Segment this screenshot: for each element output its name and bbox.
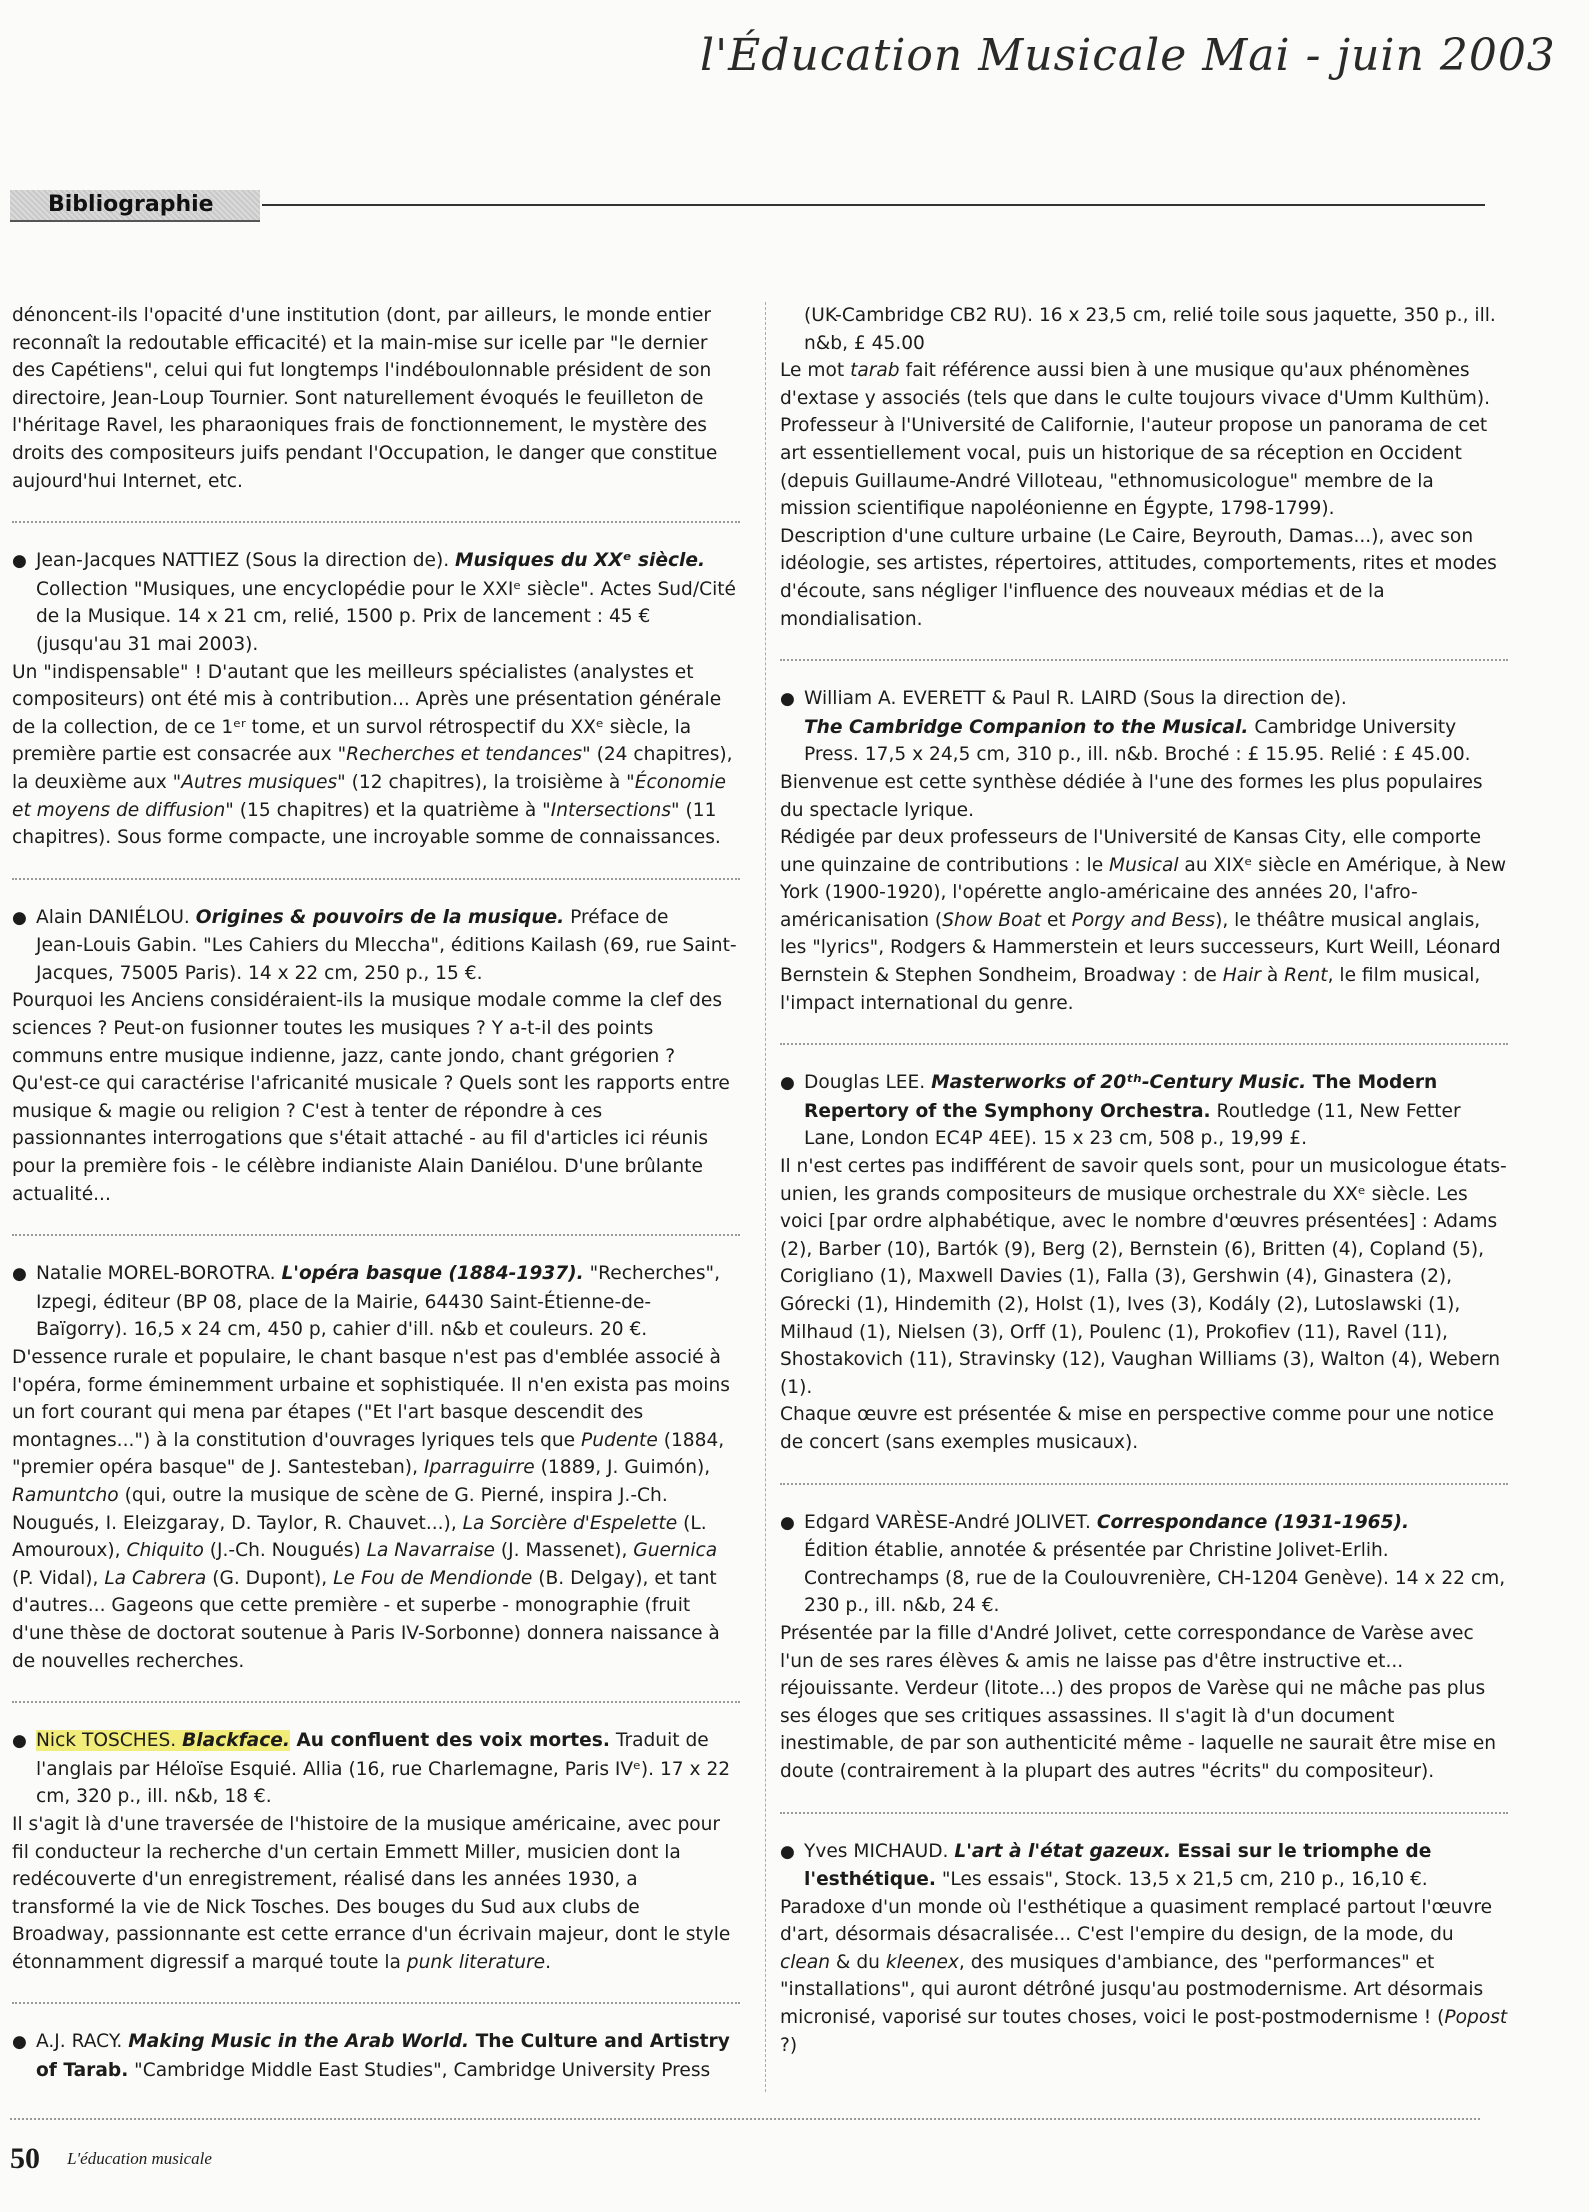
entry-heading [12, 1727, 740, 1756]
entry-body: Présentée par la fille d'André Jolivet, cette correspondance de Varèse avec l'un de ses rares élèves & amis ne laisse pas d'être instructive et... réjouissante. Verdeur (litote...) des propos de Varèse qui ne mâche pas plus ses éloges que ses critiques assassines. Il s'agit là d'un document inestimable, de par son authenticité même - laquelle ne saurait être mise en doute (contrairement à la plupart des autres "écrits" du compositeur). [780, 1622, 1497, 1782]
entry-body: Chaque œuvre est présentée & mise en perspective comme pour une notice de concert (sans exemples musicaux). [780, 1404, 1494, 1453]
entry-body: Le mot tarab fait référence aussi bien à une musique qu'aux phénomènes d'extase y associés (tels que dans le culte toujours vivace d'Umm Kulthüm). Professeur à l'Université de Californie, l'auteur propose un panorama de cet art essentiellement vocal, puis un historique de sa réception en Occident (depuis Guillaume-André Villoteau, "ethnomusicologue" membre de la mission scientifique napoléonienne en Égypte, 1798-1799). [780, 360, 1491, 520]
entry-body: Un "indispensable" ! D'autant que les meilleurs spécialistes (analystes et compositeurs) ont été mis à contribution... Après une présentation générale de la collection, de ce 1ᵉʳ tome, et un survol rétrospectif du XXᵉ siècle, la première partie est consacrée aux "Recherches et tendances" (24 chapitres), la deuxième aux "Autres musiques" (12 chapitres), la troisième à "Économie et moyens de diffusion" (15 chapitres) et la quatrième à "Intersections" (11 chapitres). Sous forme compacte, une incroyable somme de connaissances. [12, 661, 733, 849]
intro-paragraph: dénoncent-ils l'opacité d'une institution (dont, par ailleurs, le monde entier reconnaît la redoutable efficacité) et la main-mise sur icelle par "le dernier des Capétiens", celui qui fut longtemps l'indéboulonnable président de son directoire, Jean-Loup Tournier. Sont naturellement évoqués le feuilleton de l'héritage Ravel, les pharaoniques frais de fonctionnement, le mystère des droits des compositeurs juifs pendant l'Occupation, le danger que constitue aujourd'hui Internet, etc. [12, 305, 718, 492]
page-number: 50 [10, 2142, 40, 2175]
entry-details: The Cambridge Companion to the Musical. Cambridge University Press. 17,5 x 24,5 cm, 310 p., ill. n&b. Broché : £ 15.95. Relié : £ 45.00. [804, 716, 1471, 766]
entry-body: Rédigée par deux professeurs de l'Université de Kansas City, elle comporte une quinzaine de contributions : le Musical au XIXᵉ siècle en Amérique, à New York (1900-1920), l'opérette anglo-américaine des années 20, l'afro-américanisation (Show Boat et Porgy and Bess), le théâtre musical anglais, les "lyrics", Rodgers & Hammerstein et leurs successeurs, Kurt Weill, Léonard Bernstein & Stephen Sondheim, Broadway : de Hair à Rent, le film musical, l'impact international du genre. [780, 827, 1507, 1014]
handwritten-annotation: l'Éducation Musicale Mai - juin 2003 [700, 30, 1556, 81]
entry-details: Traduit de [609, 1730, 709, 1752]
page-footer [10, 2118, 1480, 2176]
entry-details: Jean-Louis Gabin. "Les Cahiers du Mleccha", éditions Kailash (69, rue Saint-Jacques, 75005 Paris). 14 x 22 cm, 250 p., 15 €. [36, 935, 737, 984]
review-entry-tosches [12, 1727, 740, 1976]
entry-details: l'anglais par Héloïse Esquié. Allia (16, rue Charlemagne, Paris IVᵉ). 17 x 22 cm, 320 p., ill. n&b, 18 €. [36, 1758, 731, 1808]
entry-separator [780, 1812, 1508, 1814]
entry-separator [12, 878, 740, 880]
entry-separator [12, 521, 740, 523]
entry-body: Description d'une culture urbaine (Le Caire, Beyrouth, Damas...), avec son idéologie, ses artistes, répertoires, attitudes, comportements, rites et modes d'écoute, sans négliger l'influence des nouveaux médias et de la mondialisation. [780, 525, 1497, 630]
entry-details: "Les essais", Stock. 13,5 x 21,5 cm, 210 p., 16,10 €. [935, 1869, 1428, 1891]
entry-heading [12, 2028, 740, 2084]
entry-separator [780, 1043, 1508, 1045]
review-entry-morel-borotra [12, 1260, 740, 1675]
bullet-icon: ● [780, 689, 795, 710]
entry-title: Masterworks of 20ᵗʰ-Century Music. [931, 1072, 1307, 1094]
magazine-title: L'éducation musicale [67, 2149, 212, 2168]
review-entry-lee [780, 1069, 1508, 1456]
entry-author: William A. EVERETT & Paul R. LAIRD (Sous la direction de). [804, 688, 1347, 710]
entry-separator [780, 659, 1508, 661]
entry-details: Édition établie, annotée & présentée par Christine Jolivet-Erlih. Contrechamps (8, rue de la Coulouvrenière, CH-1204 Genève). 14 x 22 cm, 230 p., ill. n&b, 24 €. [804, 1540, 1506, 1617]
bullet-icon: ● [12, 1731, 27, 1752]
entry-title: Blackface. [182, 1730, 290, 1752]
entry-separator [780, 1483, 1508, 1485]
entry-author: Alain DANIÉLOU. [36, 906, 196, 928]
footer-rule [10, 2118, 1480, 2120]
entry-title: L'art à l'état gazeux. [954, 1840, 1172, 1862]
entry-title: Musiques du XXᵉ siècle. [455, 550, 706, 572]
entry-heading [12, 1260, 740, 1289]
entry-subtitle: Essai sur le triomphe de l'esthétique. [804, 1840, 1432, 1891]
entry-details: Préface de [564, 906, 669, 928]
left-column [12, 302, 740, 2085]
entry-body: Il s'agit là d'une traversée de l'histoire de la musique américaine, avec pour fil conducteur la recherche d'un certain Emmett Miller, musicien dont la redécouverte d'un enregistrement, réalisé dans les années 1930, a transformé la vie de Nick Tosches. Des bouges du Sud aux clubs de Broadway, passionnante est cette errance d'un écrivain majeur, dont le style étonnamment digressif a marqué toute la punk literature. [12, 1813, 731, 1973]
review-entry-varese-jolivet [780, 1509, 1508, 1786]
entry-author: Nick TOSCHES. [36, 1730, 183, 1752]
entry-subtitle: Au confluent des voix mortes. [289, 1730, 610, 1752]
entry-body: Pourquoi les Anciens considéraient-ils la musique modale comme la clef des sciences ? Peut-on fusionner toutes les musiques ? Y a-t-il des points communs entre musique indienne, jazz, cante jondo, chant grégorien ? Qu'est-ce qui caractérise l'africanité musicale ? Quels sont les rapports entre musique & magie ou religion ? C'est à tenter de répondre à ces passionnantes interrogations que s'était attaché - au fil d'articles ici réunis pour la première fois - le célèbre indianiste Alain Daniélou. D'une brûlante actualité... [12, 990, 730, 1205]
review-entry-racy-continued [780, 302, 1508, 633]
entry-title: The Cambridge Companion to the Musical. [804, 716, 1249, 738]
entry-subtitle: The Modern Repertory of the Symphony Orchestra. [804, 1072, 1438, 1122]
entry-body: Bienvenue est cette synthèse dédiée à l'une des formes les plus populaires du spectacle lyrique. [780, 771, 1483, 821]
entry-author: Jean-Jacques NATTIEZ (Sous la direction de). [36, 550, 456, 572]
bullet-icon: ● [780, 1841, 795, 1862]
entry-details: "Recherches", [583, 1263, 720, 1285]
entry-separator [12, 2002, 740, 2004]
entry-heading [12, 547, 740, 576]
entry-body: D'essence rurale et populaire, le chant basque n'est pas d'emblée associé à l'opéra, forme éminemment urbaine et sophistiquée. Il n'en exista pas moins un fort courant qui mena par étapes ("Et l'art basque descendit des montagnes...") à la constitution d'ouvrages lyriques tels que Pudente (1884, "premier opéra basque" de J. Santesteban), Iparraguirre (1889, J. Guimón), Ramuntcho (qui, outre la musique de scène de G. Pierné, inspira J.-Ch. Nougués, I. Eleizgaray, D. Taylor, R. Chauvet...), La Sorcière d'Espelette (L. Amouroux), Chiquito (J.-Ch. Nougués) La Navarraise (J. Massenet), Guernica (P. Vidal), La Cabrera (G. Dupont), Le Fou de Mendionde (B. Delgay), et tant d'autres... Gageons que cette première - et superbe - monographie (fruit d'une thèse de doctorat soutenue à Paris IV-Sorbonne) donnera naissance à de nouvelles recherches. [12, 1347, 730, 1672]
entry-author: Yves MICHAUD. [804, 1840, 955, 1862]
entry-heading [780, 1838, 1508, 1894]
entry-heading [12, 904, 740, 933]
section-header [10, 190, 1485, 224]
review-entry-racy [12, 2028, 740, 2084]
review-entry-nattiez [12, 547, 740, 852]
entry-separator [12, 1701, 740, 1703]
section-title: Bibliographie [48, 192, 214, 217]
entry-separator [12, 1234, 740, 1236]
entry-details: Collection "Musiques, une encyclopédie pour le XXIᵉ siècle". Actes Sud/Cité de la Musique. 14 x 21 cm, relié, 1500 p. Prix de lancement : 45 € (jusqu'au 31 mai 2003). [36, 578, 736, 655]
entry-author: Douglas LEE. [804, 1072, 932, 1094]
entry-heading [780, 1069, 1508, 1153]
section-rule [262, 204, 1485, 206]
entry-title: Origines & pouvoirs de la musique. [195, 906, 565, 928]
review-entry-danielou [12, 904, 740, 1209]
entry-details: (UK-Cambridge CB2 RU). 16 x 23,5 cm, relié toile sous jaquette, 350 p., ill. n&b, £ 45.00 [804, 305, 1496, 354]
bullet-icon: ● [12, 1264, 27, 1285]
entry-body: Il n'est certes pas indifférent de savoir quels sont, pour un musicologue états-unien, les grands compositeurs de musique orchestrale du XXᵉ siècle. Les voici [par ordre alphabétique, avec le nombre d'œuvres présentées] : Adams (2), Barber (10), Bartók (9), Berg (2), Bernstein (6), Britten (4), Copland (5), Corigliano (1), Maxwell Davies (1), Falla (3), Gershwin (4), Ginastera (2), Górecki (1), Hindemith (2), Holst (1), Ives (3), Kodály (2), Lutoslawski (1), Milhaud (1), Nielsen (3), Orff (1), Poulenc (1), Prokofiev (11), Ravel (11), Shostakovich (11), Stravinsky (12), Vaughan Williams (3), Walton (4), Webern (1). [780, 1156, 1507, 1398]
right-column [780, 302, 1508, 2059]
column-divider [765, 302, 766, 2092]
bullet-icon: ● [12, 551, 27, 572]
bullet-icon: ● [12, 907, 27, 928]
entry-details: "Cambridge Middle East Studies", Cambridge University Press [128, 2060, 711, 2082]
review-entry-everett-laird [780, 685, 1508, 1017]
entry-subtitle: The Culture and Artistry of Tarab. [36, 2031, 730, 2082]
entry-body: Paradoxe d'un monde où l'esthétique a quasiment remplacé partout l'œuvre d'art, désormais désacralisée... C'est l'empire du design, de la mode, du clean & du kleenex, des musiques d'ambiance, des "performances" et "installations", qui auront détrôné jusqu'au postmodernisme. Art désormais micronisé, vaporisé sur toutes choses, voici le post-postmodernisme ! (Popost ?) [780, 1896, 1508, 2056]
entry-heading [780, 1509, 1508, 1538]
entry-title: Correspondance (1931-1965). [1096, 1511, 1410, 1533]
bullet-icon: ● [12, 2032, 27, 2053]
entry-title: Making Music in the Arab World. [128, 2031, 470, 2053]
entry-author: Natalie MOREL-BOROTRA. [36, 1263, 282, 1285]
entry-heading [780, 685, 1508, 714]
review-entry-michaud [780, 1838, 1508, 2060]
entry-author: A.J. RACY. [36, 2031, 129, 2053]
bullet-icon: ● [780, 1512, 795, 1533]
entry-author: Edgard VARÈSE-André JOLIVET. [804, 1511, 1097, 1533]
bullet-icon: ● [780, 1073, 795, 1094]
entry-title: L'opéra basque (1884-1937). [281, 1263, 584, 1285]
entry-details: Izpegi, éditeur (BP 08, place de la Mairie, 64430 Saint-Étienne-de-Baïgorry). 16,5 x 24 cm, 450 p, cahier d'ill. n&b et couleurs. 20 €. [36, 1291, 652, 1341]
entry-details: Routledge (11, New Fetter Lane, London EC4P 4EE). 15 x 23 cm, 508 p., 19,99 £. [804, 1100, 1461, 1150]
